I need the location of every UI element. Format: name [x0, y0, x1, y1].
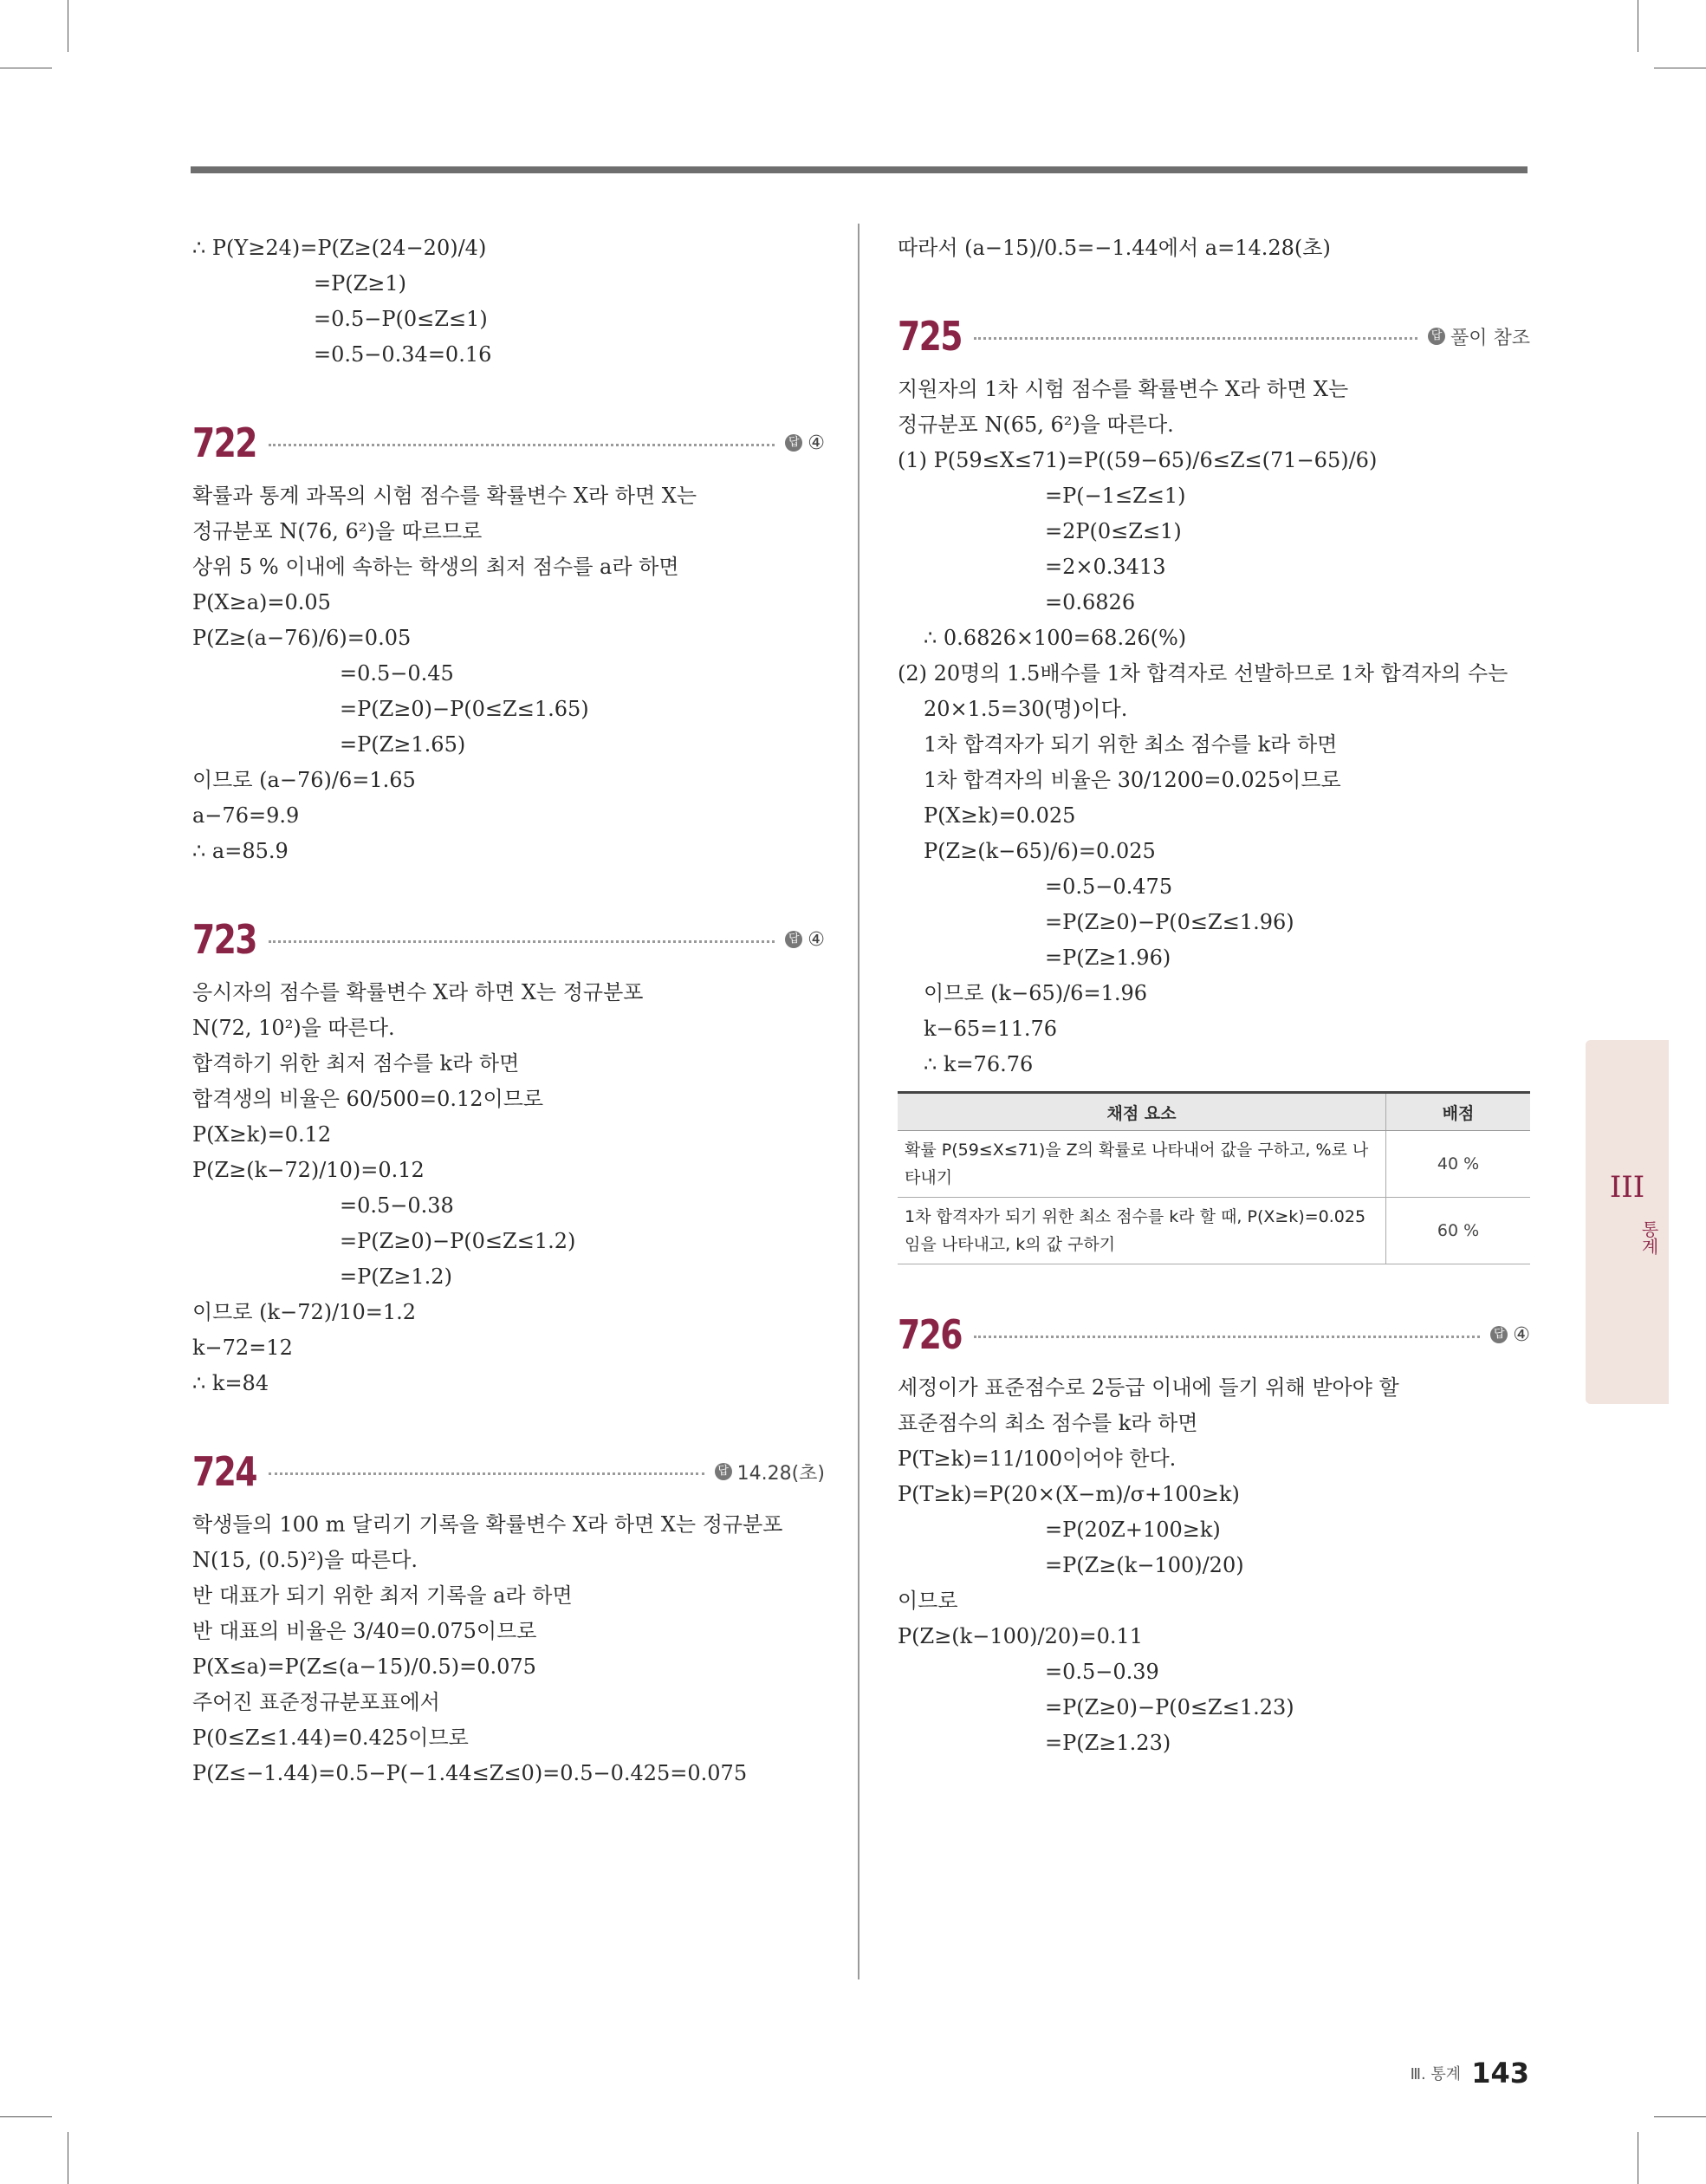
solution-line: =P(Z≥1.23)	[1045, 1731, 1171, 1755]
right-column	[898, 231, 1530, 1761]
solution-line: =0.6826	[1045, 590, 1136, 614]
answer-badge-icon: 답	[785, 931, 802, 948]
answer-label	[1428, 323, 1530, 350]
answer-badge-icon: 답	[1428, 328, 1445, 345]
solution-line: P(X≤a)=P(Z≤(a−15)/0.5)=0.075	[192, 1654, 536, 1679]
solution-line: P(0≤Z≤1.44)=0.425이므로	[192, 1726, 469, 1750]
solution-line: =P(−1≤Z≤1)	[1045, 484, 1186, 508]
solution-line: P(Z≥(k−100)/20)=0.11	[898, 1624, 1144, 1648]
solution-line: ∴ k=76.76	[924, 1052, 1034, 1076]
solution-line: 주어진 표준정규분포표에서	[192, 1690, 440, 1714]
scoring-table	[898, 1091, 1530, 1264]
solution-line: P(Z≥(k−72)/10)=0.12	[192, 1158, 425, 1182]
table-header: 채점 요소	[898, 1093, 1386, 1131]
solution-line: 이므로 (k−72)/10=1.2	[192, 1300, 417, 1324]
solution-line: =P(Z≥0)−P(0≤Z≤1.65)	[340, 697, 589, 721]
footer-section: Ⅲ. 통계	[1410, 2065, 1462, 2083]
solution-line: 확률과 통계 과목의 시험 점수를 확률변수 X라 하면 X는	[192, 484, 697, 508]
page-number: 143	[1471, 2057, 1529, 2090]
solution-line: =0.5−0.475	[1045, 874, 1173, 899]
page-footer	[1404, 2056, 1529, 2090]
problem-number: 723	[192, 916, 256, 963]
solution-line: 상위 5 % 이내에 속하는 학생의 최저 점수를 a라 하면	[192, 555, 679, 579]
solution-line: =0.5−0.39	[1045, 1660, 1159, 1684]
dot-leader	[974, 337, 1417, 340]
table-header: 배점	[1386, 1093, 1531, 1131]
solution-line: =P(Z≥1.65)	[340, 732, 466, 757]
solution-line: P(Z≥(a−76)/6)=0.05	[192, 626, 412, 650]
solution-line: =0.5−0.38	[340, 1193, 454, 1218]
solution-line: 학생들의 100 m 달리기 기록을 확률변수 X라 하면 X는 정규분포	[192, 1512, 783, 1537]
dot-leader	[269, 444, 775, 446]
problem-number: 724	[192, 1448, 256, 1495]
solution-line: =P(Z≥0)−P(0≤Z≤1.2)	[340, 1229, 576, 1253]
problem-number: 725	[898, 313, 962, 360]
solution-line: 합격하기 위한 최저 점수를 k라 하면	[192, 1051, 520, 1076]
solution-line: =P(Z≥1.96)	[1045, 946, 1171, 970]
chapter-roman-numeral: III	[1609, 1170, 1645, 1205]
solution-line: 1차 합격자가 되기 위한 최소 점수를 k라 하면	[924, 732, 1338, 757]
solution-line: a−76=9.9	[192, 803, 300, 828]
solution-line: =P(Z≥1.2)	[340, 1264, 452, 1289]
solution-line: 1차 합격자의 비율은 30/1200=0.025이므로	[924, 768, 1341, 792]
solution-line: =2×0.3413	[1045, 555, 1166, 579]
problem-722-header	[192, 413, 825, 473]
solution-line: =2P(0≤Z≤1)	[1045, 519, 1182, 543]
problem-number: 726	[898, 1311, 962, 1358]
answer-label	[785, 432, 825, 454]
solution-line: P(X≥k)=0.12	[192, 1122, 332, 1147]
solution-line: 정규분포 N(76, 6²)을 따르므로	[192, 519, 483, 543]
solution-line: 반 대표가 되기 위한 최저 기록을 a라 하면	[192, 1583, 573, 1608]
solution-line: P(T≥k)=P(20×(X−m)/σ+100≥k)	[898, 1482, 1240, 1506]
solution-line: ∴ a=85.9	[192, 839, 289, 863]
header-rule	[191, 166, 1528, 173]
solution-line: k−65=11.76	[924, 1017, 1058, 1041]
answer-badge-icon: 답	[715, 1463, 732, 1480]
table-cell: 40 %	[1386, 1131, 1531, 1198]
solution-line: 20×1.5=30(명)이다.	[924, 697, 1128, 721]
solution-line: =0.5−0.45	[340, 661, 454, 686]
solution-line: =P(Z≥0)−P(0≤Z≤1.23)	[1045, 1695, 1294, 1719]
column-divider	[858, 224, 859, 1979]
table-cell: 60 %	[1386, 1198, 1531, 1264]
solution-line: ∴ P(Y≥24)=P(Z≥(24−20)/4)	[192, 236, 487, 260]
dot-leader	[269, 940, 775, 943]
answer-badge-icon: 답	[1490, 1326, 1508, 1343]
chapter-tab-label: 통계	[1638, 1220, 1659, 1255]
solution-line: 지원자의 1차 시험 점수를 확률변수 X라 하면 X는	[898, 377, 1349, 401]
solution-line: (1) P(59≤X≤71)=P((59−65)/6≤Z≤(71−65)/6)	[898, 448, 1378, 472]
solution-line: (2) 20명의 1.5배수를 1차 합격자로 선발하므로 1차 합격자의 수는	[898, 661, 1508, 686]
dot-leader	[974, 1336, 1480, 1338]
problem-726-header	[898, 1304, 1530, 1365]
crop-mark	[0, 2116, 52, 2117]
problem-725-header	[898, 306, 1530, 367]
left-column	[192, 231, 825, 1791]
solution-line: ∴ k=84	[192, 1371, 269, 1395]
solution-line: 표준점수의 최소 점수를 k라 하면	[898, 1411, 1198, 1435]
solution-line: P(Z≤−1.44)=0.5−P(−1.44≤Z≤0)=0.5−0.425=0.075	[192, 1761, 748, 1785]
solution-line: N(15, (0.5)²)을 따른다.	[192, 1548, 418, 1572]
solution-line: N(72, 10²)을 따른다.	[192, 1016, 395, 1040]
solution-line: P(X≥a)=0.05	[192, 590, 331, 614]
answer-value: ④	[1513, 1323, 1530, 1346]
answer-value: ④	[808, 928, 825, 951]
answer-value: ④	[808, 432, 825, 454]
dot-leader	[269, 1472, 704, 1475]
crop-mark	[1654, 2116, 1706, 2117]
answer-value: 풀이 참조	[1450, 327, 1530, 349]
solution-line: P(Z≥(k−65)/6)=0.025	[924, 839, 1156, 863]
problem-number: 722	[192, 419, 256, 466]
answer-label	[1490, 1324, 1530, 1346]
solution-line: =P(20Z+100≥k)	[1045, 1518, 1221, 1542]
answer-label	[715, 1459, 825, 1485]
solution-line: 세정이가 표준점수로 2등급 이내에 들기 위해 받아야 할	[898, 1375, 1399, 1400]
solution-line: 합격생의 비율은 60/500=0.12이므로	[192, 1087, 544, 1111]
answer-value: 14.28(초)	[736, 1462, 825, 1485]
solution-line: =0.5−0.34=0.16	[314, 342, 492, 367]
table-cell: 1차 합격자가 되기 위한 최소 점수를 k라 할 때, P(X≥k)=0.025임을 나타내고, k의 값 구하기	[898, 1198, 1386, 1264]
problem-723-header	[192, 909, 825, 970]
table-row	[898, 1198, 1530, 1264]
solution-line: P(T≥k)=11/100이어야 한다.	[898, 1446, 1177, 1471]
solution-line: 응시자의 점수를 확률변수 X라 하면 X는 정규분포	[192, 980, 644, 1004]
solution-line: k−72=12	[192, 1336, 293, 1360]
solution-line: 이므로 (a−76)/6=1.65	[192, 768, 416, 792]
solution-line: =P(Z≥1)	[314, 271, 407, 296]
solution-line: 이므로 (k−65)/6=1.96	[924, 981, 1148, 1005]
solution-line: ∴ 0.6826×100=68.26(%)	[924, 626, 1187, 650]
solution-line: 정규분포 N(65, 6²)을 따른다.	[898, 413, 1174, 437]
solution-line: =0.5−P(0≤Z≤1)	[314, 307, 488, 331]
problem-724-header	[192, 1441, 825, 1502]
answer-badge-icon: 답	[785, 434, 802, 452]
solution-line: =P(Z≥(k−100)/20)	[1045, 1553, 1244, 1577]
table-row	[898, 1131, 1530, 1198]
solution-line: 따라서 (a−15)/0.5=−1.44에서 a=14.28(초)	[898, 236, 1331, 260]
solution-line: 이므로	[898, 1589, 958, 1613]
solution-line: =P(Z≥0)−P(0≤Z≤1.96)	[1045, 910, 1294, 934]
table-cell: 확률 P(59≤X≤71)을 Z의 확률로 나타내어 값을 구하고, %로 나타내기	[898, 1131, 1386, 1198]
answer-label	[785, 929, 825, 951]
solution-line: P(X≥k)=0.025	[924, 803, 1076, 828]
solution-line: 반 대표의 비율은 3/40=0.075이므로	[192, 1619, 537, 1643]
